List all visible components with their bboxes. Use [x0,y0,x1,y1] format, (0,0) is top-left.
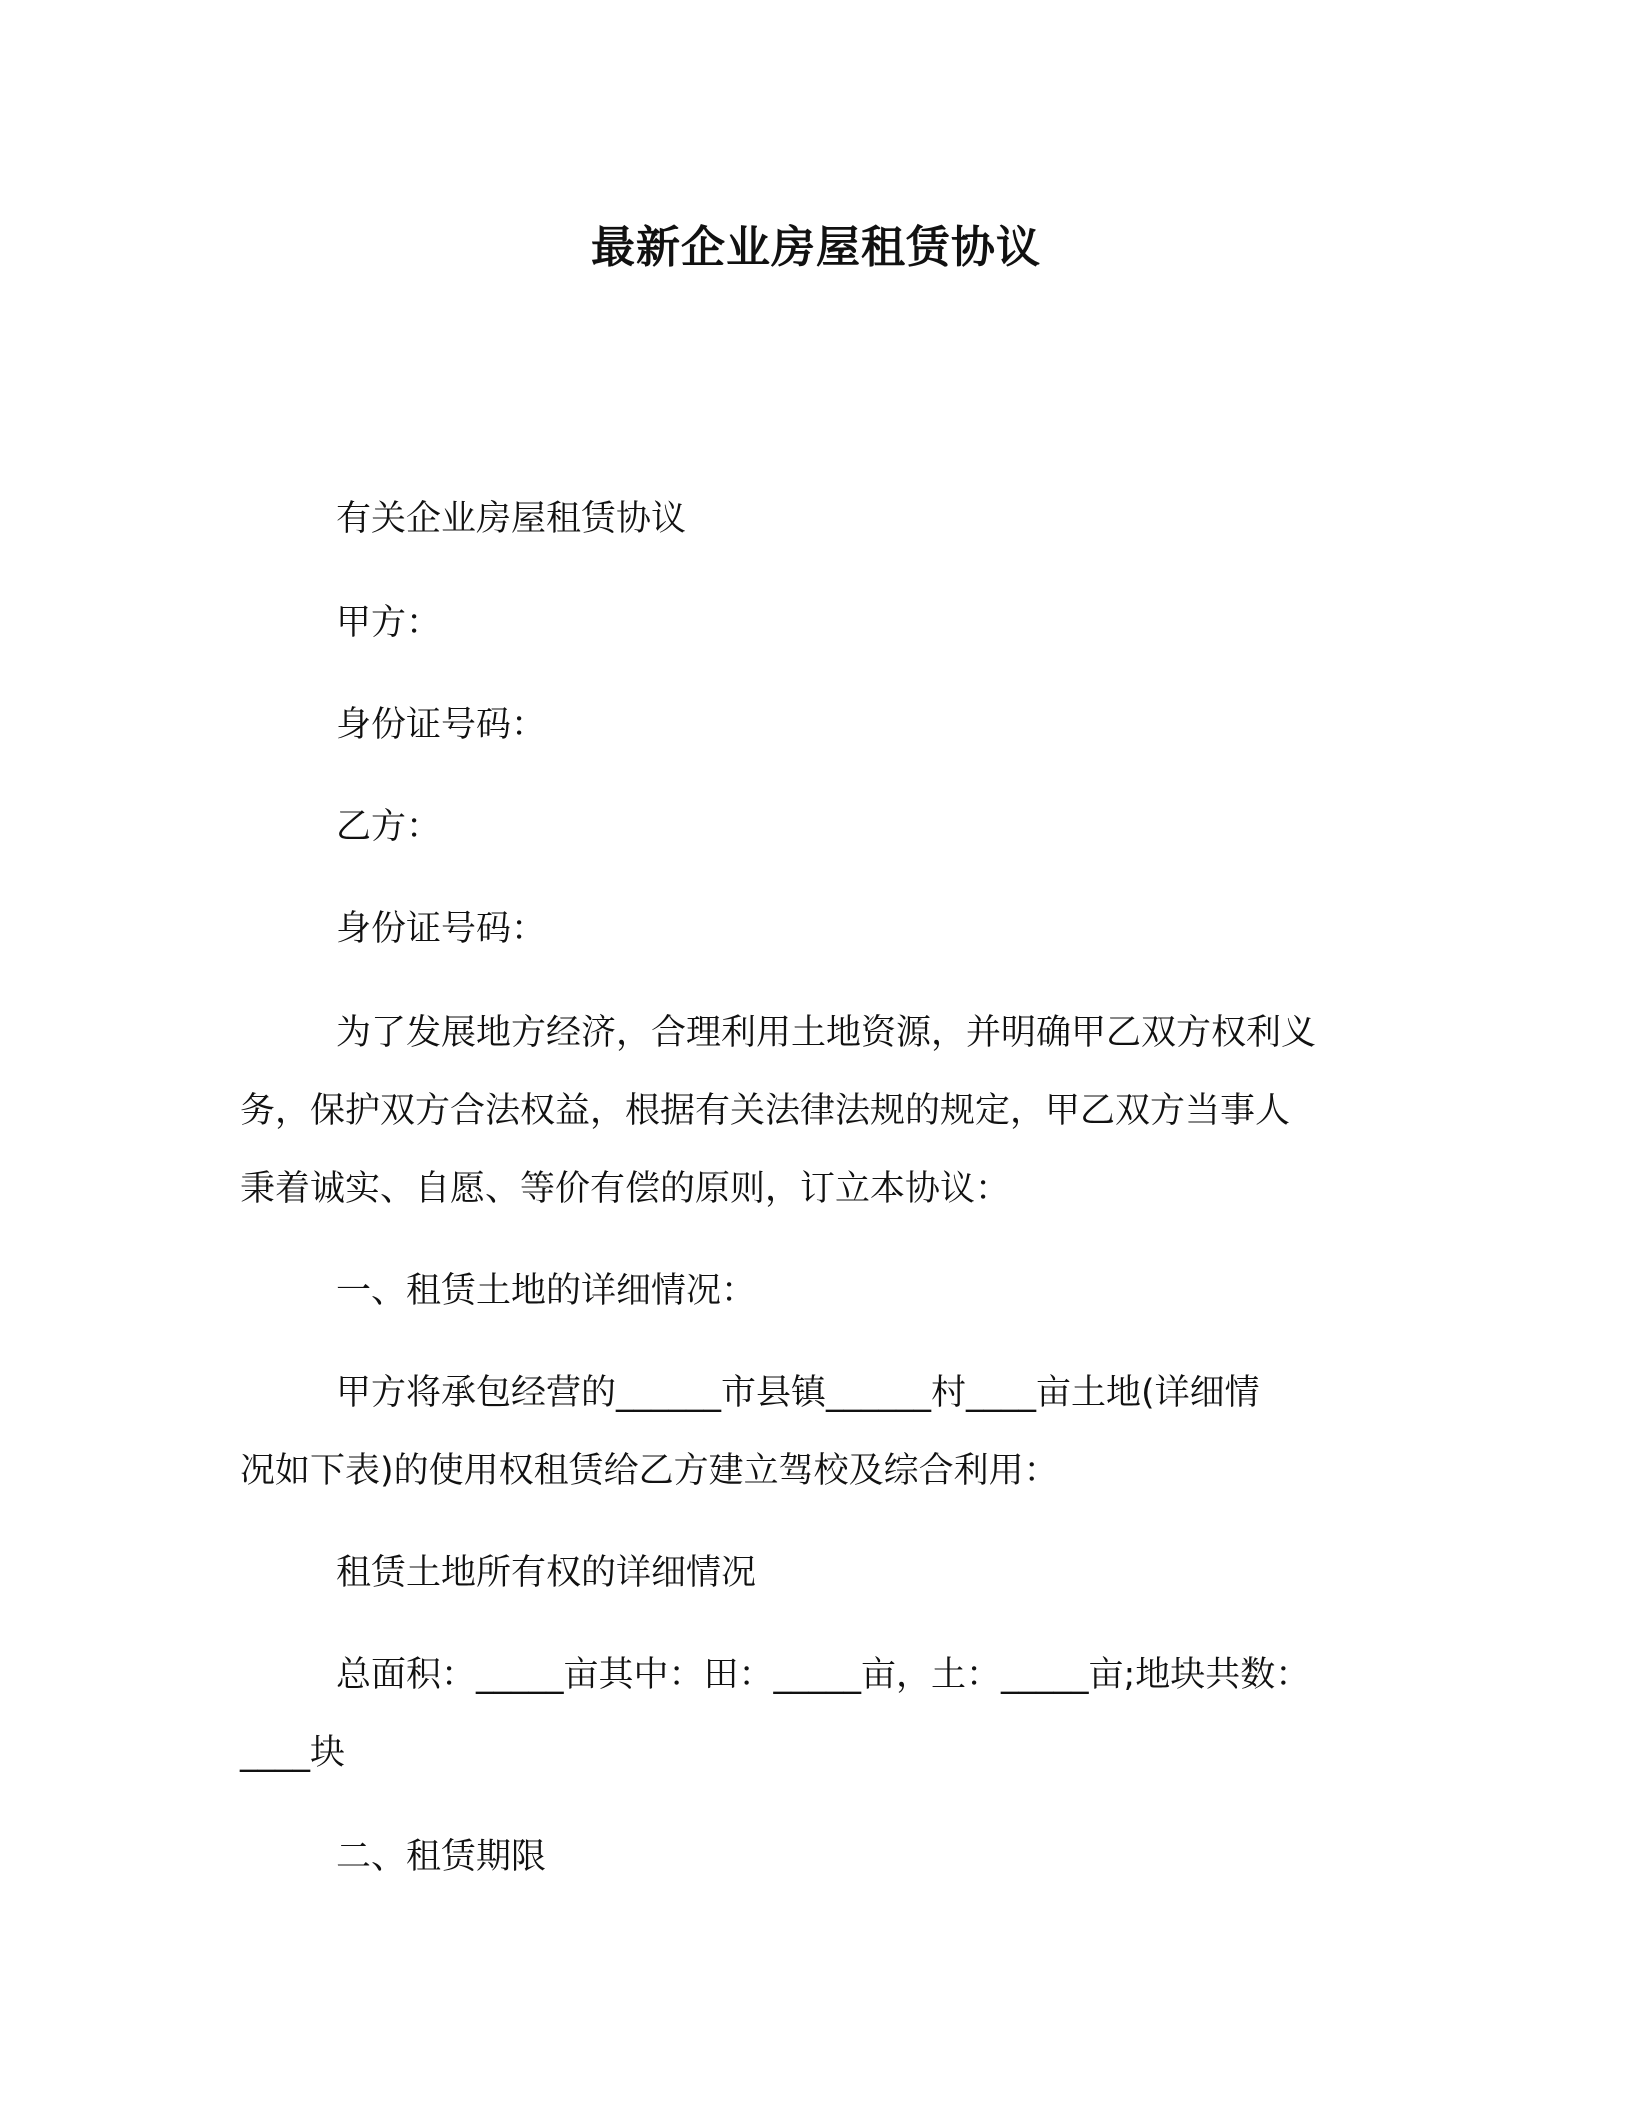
paragraph-preamble [240,994,1390,1228]
paragraph-line: 身份证号码： [336,909,547,949]
paragraph-line: 况如下表)的使用权租赁给乙方建立驾校及综合利用： [240,1451,1059,1491]
paragraph-ownership [240,1534,1390,1612]
paragraph-area [240,1636,1390,1792]
paragraph-line: 一、租赁土地的详细情况： [336,1271,757,1311]
paragraph-party-b [240,788,1390,866]
paragraph-party-a [240,584,1390,662]
paragraph-line: 甲方： [336,603,442,643]
section-heading-2 [240,1818,1390,1896]
paragraph-line: 甲方将承包经营的______市县镇______村____亩土地(详细情 [336,1373,1260,1413]
paragraph-line: 身份证号码： [336,705,547,745]
paragraph-line: 秉着诚实、自愿、等价有偿的原则，订立本协议： [240,1169,1011,1209]
paragraph-party-b-id [240,890,1390,968]
paragraph-line: 乙方： [336,807,442,847]
paragraph-line: 有关企业房屋租赁协议 [336,499,687,539]
document-title: 最新企业房屋租赁协议 [591,222,1041,273]
paragraph-line: 租赁土地所有权的详细情况 [336,1553,757,1593]
paragraph-party-a-id [240,686,1390,764]
paragraph-line: 务，保护双方合法权益，根据有关法律法规的规定，甲乙双方当事人 [240,1091,1291,1131]
paragraph-line: 为了发展地方经济，合理利用土地资源，并明确甲乙双方权利义 [336,1013,1317,1053]
section-heading-1 [240,1252,1390,1330]
paragraph-line: 二、租赁期限 [336,1837,547,1877]
paragraph-subtitle [240,480,1390,558]
paragraph-line: 总面积：_____亩其中：田：_____亩，土：_____亩;地块共数： [336,1655,1311,1695]
paragraph-land-lease [240,1354,1390,1510]
paragraph-line: ____块 [240,1733,346,1773]
